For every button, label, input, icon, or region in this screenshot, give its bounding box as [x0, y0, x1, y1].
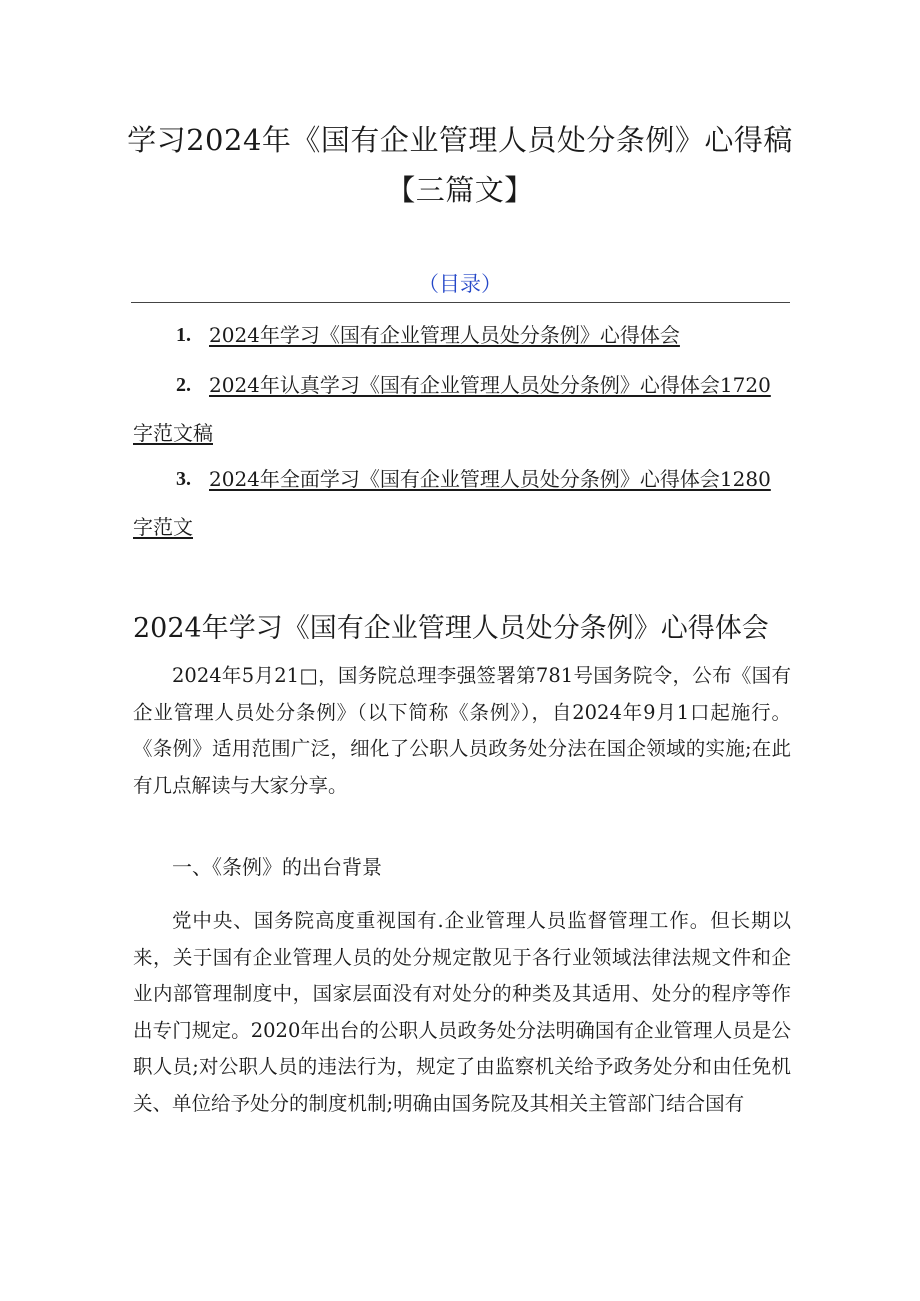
toc-item-link[interactable]: 2024年全面学习《国有企业管理人员处分条例》心得体会1280	[209, 467, 771, 491]
subheading: 一、《条例》的出台背景	[172, 855, 382, 879]
toc-item-number: 3.	[176, 468, 191, 490]
toc-item-number: 2.	[176, 374, 191, 396]
toc-item-link-continued[interactable]: 字范文稿	[133, 421, 213, 445]
document-title-line1: 学习2024年《国有企业管理人员处分条例》心得稿	[127, 123, 793, 157]
body-paragraph: 党中央、国务院高度重视国有.企业管理人员监督管理工作。但长期以来，关于国有企业管理人员的处分规定散见于各行业领域法律法规文件和企业内部管理制度中，国家层面没有对处分的种类及其适用、处分的程序等作出专门规定。2020年出台的公职人员政务处分法明确国有企业管理人员是公职人员;对公职人员的违法行为，规定了由监察机关给予政务处分和由任免机关、单位给予处分的制度机制;明确由国务院及其相关主管部门结合国有	[133, 909, 791, 1115]
toc-item-link[interactable]: 2024年学习《国有企业管理人员处分条例》心得体会	[209, 323, 680, 347]
toc-item-1[interactable]	[133, 312, 791, 358]
toc-heading: （目录）	[418, 272, 502, 296]
document-title-line2: 【三篇文】	[386, 173, 534, 207]
toc-divider	[131, 302, 790, 303]
toc-item-link[interactable]: 2024年认真学习《国有企业管理人员处分条例》心得体会1720	[209, 373, 771, 397]
toc-item-3[interactable]	[133, 456, 791, 550]
body-paragraph: 2024年5月21□，国务院总理李强签署第781号国务院令，公布《国有企业管理人员处分条例》（以下简称《条例》），自2024年9月1口起施行。《条例》适用范围广泛，细化了公职人员政务处分法在国企领域的实施;在此有几点解读与大家分享。	[133, 664, 791, 797]
section-title: 2024年学习《国有企业管理人员处分条例》心得体会	[133, 613, 769, 644]
toc-item-number: 1.	[176, 324, 191, 346]
toc-item-link-continued[interactable]: 字范文	[133, 515, 193, 539]
toc-item-2[interactable]	[133, 362, 791, 456]
